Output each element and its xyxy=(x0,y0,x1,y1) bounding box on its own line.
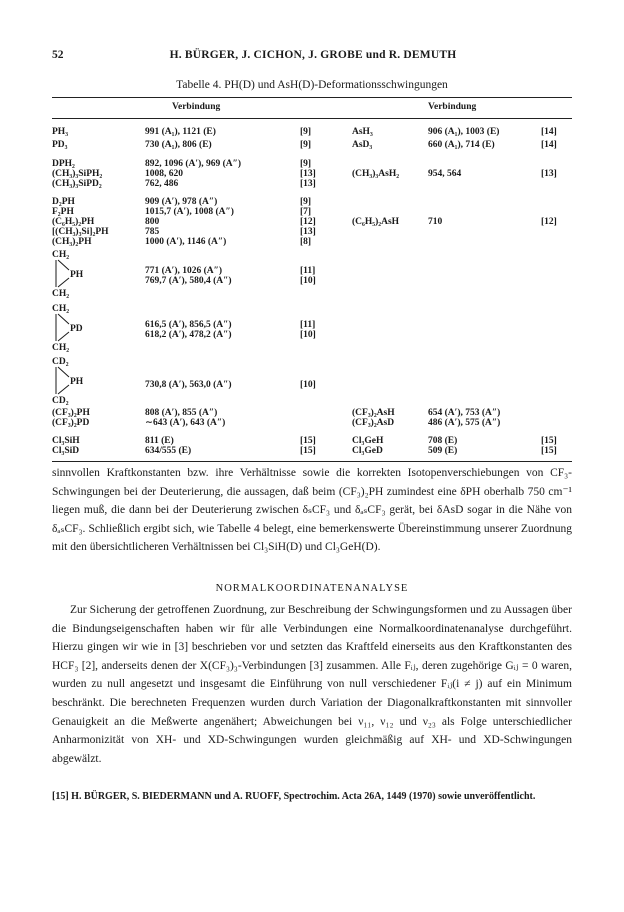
table-cell-frequencies: 906 (A₁), 1003 (E) xyxy=(428,127,500,137)
table-cell-reference: [9] xyxy=(300,159,312,169)
ring-label-bottom: CH₂ xyxy=(52,289,70,299)
table-cell-reference: [10] xyxy=(300,330,316,340)
table-cell-reference: [10] xyxy=(300,380,316,390)
table-cell-frequencies: 710 xyxy=(428,217,443,227)
section-heading: NORMALKOORDINATENANALYSE xyxy=(215,583,409,594)
table-cell-frequencies: 708 (E) xyxy=(428,436,458,446)
table-cell-frequencies: 1008, 620 xyxy=(145,169,183,179)
ring-label-bottom: CD₂ xyxy=(52,396,69,406)
table-cell-compound: (CF₃)₂AsH xyxy=(352,408,395,418)
table-cell-frequencies: 991 (A₁), 1121 (E) xyxy=(145,127,216,137)
ring-label-bottom: CH₂ xyxy=(52,343,70,353)
table-cell-frequencies: ∼643 (A′), 643 (A″) xyxy=(145,418,226,428)
table-cell-frequencies: 618,2 (A′), 478,2 (A″) xyxy=(145,330,232,340)
table-cell-compound: [(CH₃)₃Si]₂PH xyxy=(52,227,109,237)
table-cell-frequencies: 892, 1096 (A′), 969 (A″) xyxy=(145,159,242,169)
table-cell-compound: (CF₃)₂AsD xyxy=(352,418,395,428)
table-cell-reference: [15] xyxy=(300,446,316,456)
table-cell-compound: (C₆H₅)₂PH xyxy=(52,217,95,227)
table-cell-compound: D₂PH xyxy=(52,197,75,207)
table-cell-reference: [15] xyxy=(300,436,316,446)
paragraph-2: Zur Sicherung der getroffenen Zuordnung, zur Beschreibung der Schwingungsformen und zu Aussagen über die Bindungseigenschaften haben wir für alle Verbindungen eine Normalkoordinatenanalyse durchgeführt. Hierzu gingen wir wie in [3] beschrieben vor und setzten das Kraftfeld einerseits aus den Kraftkonstanten des HCF₃ [2], anderseits denen der X(CF₃)₃-Verbindungen [3] zusammen. Alle Fᵢⱼ, deren zugehörige Gᵢⱼ = 0 waren, wurden zu null angesetzt und insgesamt die Einführung von null verschiedener Fᵢⱼ(i ≠ j) auf ein Minimum beschränkt. Die berechneten Frequenzen wurden durch Variation der Diagonalkraftkonstanten mit sinnvoller Genauigkeit an die Meßwerte angenähert; Abweichungen bei ν₁₁, ν₁₂ und ν₂₃ als Folge unterschiedlicher Anharmonizität von XH- und XD-Schwingungen wurden gleichmäßig auf XH- und XD-Schwingungen abgewälzt. xyxy=(52,604,572,765)
ring-label-top: CH₂ xyxy=(52,250,70,260)
ring-label-top: CH₂ xyxy=(52,304,70,314)
table-cell-reference: [12] xyxy=(541,217,557,227)
column-header-compound-left: Verbindung xyxy=(172,102,221,112)
table-cell-compound: (CF₃)₂PD xyxy=(52,418,90,428)
table-cell-reference: [11] xyxy=(300,320,316,330)
table-cell-reference: [13] xyxy=(541,169,557,179)
table-cell-reference: [13] xyxy=(300,227,316,237)
ring-label-middle: PH xyxy=(70,377,84,387)
table-cell-compound: Cl₃GeH xyxy=(352,436,384,446)
table-cell-frequencies: 634/555 (E) xyxy=(145,446,192,456)
table-cell-frequencies: 954, 564 xyxy=(428,169,462,179)
ring-label-top: CD₂ xyxy=(52,357,69,367)
paragraph-1: sinnvollen Kraftkonstanten bzw. ihre Verhältnisse sowie die korrekten Isotopenverschiebungen von CF₃-Schwingungen bei der Deuterierung, die aussagen, daß beim (CF₃)₂PH zumindest eine δPH oberhalb 750 cm⁻¹ liegen muß, die dann bei der Deuterierung zwischen δₛCF₃ und δₐₛCF₃ gerät, bei δAsD sogar in die Nähe von δₐₛCF₃. Schließlich ergibt sich, wie Tabelle 4 belegt, eine bemerkenswerte Übereinstimmung unserer Zuordnung mit den übersichtlicheren Verhältnissen bei Cl₃SiH(D) und Cl₃GeH(D). xyxy=(52,467,572,554)
table-cell-frequencies: 909 (A′), 978 (A″) xyxy=(145,197,218,207)
table-cell-frequencies: 616,5 (A′), 856,5 (A″) xyxy=(145,320,232,330)
table-cell-frequencies: 769,7 (A′), 580,4 (A″) xyxy=(145,276,232,286)
table-cell-frequencies: 654 (A′), 753 (A″) xyxy=(428,408,501,418)
table-cell-frequencies: 660 (A₁), 714 (E) xyxy=(428,140,495,150)
table-cell-frequencies: 771 (A′), 1026 (A″) xyxy=(145,266,223,276)
ring-label-middle: PD xyxy=(70,324,83,334)
table-cell-frequencies: 808 (A′), 855 (A″) xyxy=(145,408,218,418)
table-cell-compound: (CH₃)₃SiPD₂ xyxy=(52,179,102,189)
table-cell-frequencies: 486 (A′), 575 (A″) xyxy=(428,418,501,428)
table-cell-compound: AsD₃ xyxy=(352,140,373,150)
table-cell-reference: [7] xyxy=(300,207,312,217)
table-cell-frequencies: 730,8 (A′), 563,0 (A″) xyxy=(145,380,232,390)
table-cell-reference: [9] xyxy=(300,140,312,150)
table-cell-reference: [11] xyxy=(300,266,316,276)
table-cell-compound: F₂PH xyxy=(52,207,74,217)
table-cell-frequencies: 762, 486 xyxy=(145,179,179,189)
ring-label-middle: PH xyxy=(70,270,84,280)
table-cell-reference: [10] xyxy=(300,276,316,286)
table-cell-frequencies: 800 xyxy=(145,217,160,227)
table-cell-reference: [9] xyxy=(300,197,312,207)
table-cell-frequencies: 811 (E) xyxy=(145,436,174,446)
table-cell-reference: [14] xyxy=(541,127,557,137)
table-cell-reference: [15] xyxy=(541,446,557,456)
table-cell-frequencies: 1000 (A′), 1146 (A″) xyxy=(145,237,227,247)
footnote: [15] H. BÜRGER, S. BIEDERMANN und A. RUOFF, Spectrochim. Acta 26A, 1449 (1970) sowie unveröffentlicht. xyxy=(52,791,536,802)
table-cell-reference: [13] xyxy=(300,179,316,189)
table-cell-frequencies: 730 (A₁), 806 (E) xyxy=(145,140,212,150)
table-cell-reference: [14] xyxy=(541,140,557,150)
table-cell-reference: [9] xyxy=(300,127,312,137)
table-cell-frequencies: 509 (E) xyxy=(428,446,458,456)
table-cell-compound: (CF₃)₂PH xyxy=(52,408,90,418)
table-cell-reference: [8] xyxy=(300,237,312,247)
table-cell-reference: [15] xyxy=(541,436,557,446)
table-cell-compound: PD₃ xyxy=(52,140,68,150)
table-cell-reference: [12] xyxy=(300,217,316,227)
table-cell-compound: Cl₃SiD xyxy=(52,446,80,456)
table-cell-reference: [13] xyxy=(300,169,316,179)
page-number: 52 xyxy=(52,49,64,61)
table-cell-compound: (CH₃)₃AsH₂ xyxy=(352,169,400,179)
table-cell-compound: DPH₂ xyxy=(52,159,75,169)
table-cell-frequencies: 785 xyxy=(145,227,160,237)
table-cell-compound: (CH₃)₂PH xyxy=(52,237,92,247)
table-bottom-rule xyxy=(52,461,572,462)
table-cell-compound: Cl₃SiH xyxy=(52,436,80,446)
table-cell-frequencies: 1015,7 (A′), 1008 (A″) xyxy=(145,207,234,217)
column-header-compound-right: Verbindung xyxy=(428,102,477,112)
table-cell-compound: PH₃ xyxy=(52,127,69,137)
running-title: H. BÜRGER, J. CICHON, J. GROBE und R. DEMUTH xyxy=(169,49,457,61)
table-cell-compound: (CH₃)₃SiPH₂ xyxy=(52,169,103,179)
table-cell-compound: AsH₃ xyxy=(352,127,373,137)
table-cell-compound: Cl₃GeD xyxy=(352,446,383,456)
table-cell-compound: (C₆H₅)₂AsH xyxy=(352,217,400,227)
table-caption: Tabelle 4. PH(D) und AsH(D)-Deformationsschwingungen xyxy=(176,79,448,91)
